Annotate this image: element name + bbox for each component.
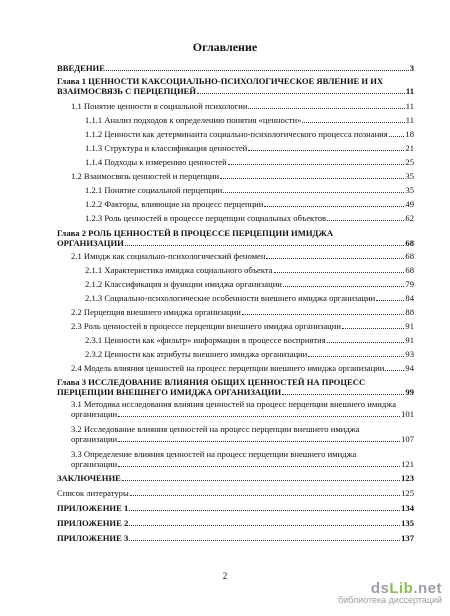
toc-entry-page: 21 [405, 143, 414, 153]
toc-entry-section-2-3-1[interactable] [85, 335, 414, 345]
dot-leader [308, 356, 404, 357]
toc-entry-label-line2: организации [71, 409, 118, 419]
dot-leader [248, 150, 404, 151]
dot-leader [118, 466, 400, 467]
toc-entry-bibliography[interactable] [57, 488, 414, 498]
toc-entry-page: 134 [401, 503, 414, 513]
dot-leader [389, 136, 405, 137]
toc-entry-page: 35 [405, 185, 414, 195]
toc-entry-label: 2.1.3 Социально-психологические особенности внешнего имиджа организации [85, 293, 376, 303]
dot-leader [197, 93, 405, 94]
toc-entry-label-line2: организации [71, 434, 118, 444]
dot-leader [228, 164, 405, 165]
toc-entry-label: ВВЕДЕНИЕ [57, 63, 105, 73]
toc-entry-label: ПРИЛОЖЕНИЕ 3 [57, 533, 129, 543]
toc-entry-page: 107 [401, 434, 414, 444]
toc-entry-page: 101 [401, 409, 414, 419]
toc-entry-page: 125 [401, 488, 414, 498]
toc-entry-page: 121 [401, 459, 414, 469]
toc-entry-label-line2: ОРГАНИЗАЦИИ [57, 238, 124, 248]
toc-entry-section-2-1-3[interactable] [85, 293, 414, 303]
toc-title: Оглавление [192, 40, 258, 54]
toc-entry-label: 1.2.1 Понятие социальной перцепции [85, 185, 223, 195]
watermark-brand: dsLib.net [370, 580, 442, 597]
dot-leader [118, 441, 400, 442]
toc-entry-chapter-3[interactable] [57, 377, 414, 397]
toc-entry-page: 123 [401, 473, 414, 483]
toc-entry-page: 99 [405, 387, 414, 397]
toc-entry-label-line2: ПЕРЦЕПЦИИ ВНЕШНЕГО ИМИДЖА ОРГАНИЗАЦИИ [57, 387, 282, 397]
watermark-logo [322, 580, 442, 605]
dot-leader [129, 510, 400, 511]
toc-entry-label: 2.3.1 Ценности как «фильтр» информации в процессе восприятия [85, 335, 326, 345]
toc-entry-page: 18 [405, 129, 414, 139]
dot-leader [376, 300, 404, 301]
toc-entry-label: ПРИЛОЖЕНИЕ 2 [57, 518, 129, 528]
toc-entry-section-2-1-1[interactable] [85, 265, 414, 275]
toc-entry-appendix-2[interactable] [57, 518, 414, 528]
toc-entry-label: 1.1.2 Ценности как детерминанта социально-психологического процесса познания [85, 129, 388, 139]
dot-leader [327, 220, 404, 221]
toc-entry-label: 1.2.2 Факторы, влияющие на процесс перцепции [85, 199, 264, 209]
toc-entry-label: 1.1.3 Структура и классификация ценностей [85, 143, 248, 153]
dot-leader [106, 70, 409, 71]
toc-entry-page: 91 [405, 321, 414, 331]
toc-entry-page: 88 [405, 307, 414, 317]
toc-entry-page: 11 [405, 101, 414, 111]
dot-leader [223, 192, 404, 193]
toc-entry-section-1-2-2[interactable] [85, 199, 414, 209]
dot-leader [129, 540, 400, 541]
toc-entry-page: 84 [405, 293, 414, 303]
toc-entry-section-1-1-2[interactable] [85, 129, 414, 139]
toc-entry-section-2-2[interactable] [71, 307, 414, 317]
dot-leader [125, 245, 405, 246]
toc-entry-page: 11 [405, 115, 414, 125]
toc-entry-page: 11 [405, 86, 414, 96]
toc-entry-section-2-1[interactable] [71, 251, 414, 261]
toc-entry-page: 135 [401, 518, 414, 528]
toc-entry-chapter-2[interactable] [57, 228, 414, 248]
dot-leader [242, 314, 405, 315]
toc-entry-label-line2: организации [71, 459, 118, 469]
toc-entry-chapter-1[interactable] [57, 76, 414, 96]
toc-entry-page: 94 [405, 363, 414, 373]
toc-entry-label-line1: 3.3 Определение влияния ценностей на процесс перцепции внешнего имиджа [71, 449, 357, 459]
toc-entry-label: 1.1.4 Подходы к измерению ценностей [85, 157, 227, 167]
toc-entry-section-1-2-1[interactable] [85, 185, 414, 195]
dot-leader [248, 108, 404, 109]
toc-entry-label-line1: Глава 1 ЦЕННОСТИ КАКСОЦИАЛЬНО-ПСИХОЛОГИЧЕСКОЕ ЯВЛЕНИЕ И ИХ [57, 76, 384, 86]
toc-entry-label: 2.3.2 Ценности как атрибуты внешнего имиджа организации [85, 349, 308, 359]
dot-leader [264, 206, 404, 207]
toc-entry-label: 1.2.3 Роль ценностей в процессе перцепции социальных объектов [85, 213, 327, 223]
toc-entry-appendix-3[interactable] [57, 533, 414, 543]
toc-entry-appendix-1[interactable] [57, 503, 414, 513]
toc-entry-label-line1: Глава 3 ИССЛЕДОВАНИЕ ВЛИЯНИЯ ОБЩИХ ЦЕННОСТЕЙ НА ПРОЦЕСС [57, 377, 366, 387]
toc-entry-section-1-1-4[interactable] [85, 157, 414, 167]
toc-entry-page: 35 [405, 171, 414, 181]
toc-entry-page: 93 [405, 349, 414, 359]
dot-leader [274, 272, 405, 273]
toc-entry-section-2-4[interactable] [71, 363, 414, 373]
toc-entry-page: 91 [405, 335, 414, 345]
toc-entry-section-1-2-3[interactable] [85, 213, 414, 223]
toc-entry-page: 68 [405, 238, 414, 248]
dot-leader [385, 370, 404, 371]
dot-leader [130, 495, 400, 496]
toc-entry-page: 68 [405, 251, 414, 261]
toc-entry-section-1-1-1[interactable] [85, 115, 414, 125]
toc-entry-page: 68 [405, 265, 414, 275]
toc-entry-label: 2.3 Роль ценностей в процессе перцепции внешнего имиджа организации [71, 321, 341, 331]
dot-leader [220, 178, 404, 179]
toc-entry-section-3-3[interactable] [71, 449, 414, 469]
toc-entry-label: 1.1 Понятие ценности в социальной психологии [71, 101, 248, 111]
toc-entry-section-3-2[interactable] [71, 424, 414, 444]
toc-entry-label: 1.2 Взаимосвязь ценностей и перцепции [71, 171, 220, 181]
toc-entry-label-line1: Глава 2 РОЛЬ ЦЕННОСТЕЙ В ПРОЦЕССЕ ПЕРЦЕПЦИИ ИМИДЖА [57, 228, 334, 238]
toc-entry-section-1-2[interactable] [71, 171, 414, 181]
dot-leader [122, 480, 400, 481]
toc-entry-page: 25 [405, 157, 414, 167]
dot-leader [342, 328, 404, 329]
page-number: 2 [222, 571, 228, 581]
toc-entry-page: 79 [405, 279, 414, 289]
toc-entry-label: 1.1.1 Анализ подходов к определению понятия «ценности» [85, 115, 302, 125]
toc-entry-label: 2.2 Перцепция внешнего имиджа организации [71, 307, 241, 317]
toc-entry-section-2-3[interactable] [71, 321, 414, 331]
toc-entry-label-line2: ВЗАИМОСВЯЗЬ С ПЕРЦЕПЦИЕЙ [57, 86, 197, 96]
toc-entry-label: 2.4 Модель влияния ценностей на процесс перцепции внешнего имиджа организации [71, 363, 385, 373]
dot-leader [283, 286, 405, 287]
toc-entry-label: 2.1 Имидж как социально-психологический феномен [71, 251, 266, 261]
toc-entry-label-line1: 3.2 Исследование влияния ценностей на процесс перцепции внешнего имиджа [71, 424, 360, 434]
toc-entry-page: 3 [409, 63, 414, 73]
dot-leader [129, 525, 400, 526]
toc-entry-section-1-1[interactable] [71, 101, 414, 111]
toc-entry-section-1-1-3[interactable] [85, 143, 414, 153]
toc-entry-label: 2.1.2 Классификация и функции имиджа организации [85, 279, 282, 289]
toc-entry-page: 62 [405, 213, 414, 223]
toc-entry-page: 137 [401, 533, 414, 543]
dot-leader [327, 342, 405, 343]
toc-entry-section-2-3-2[interactable] [85, 349, 414, 359]
toc-entry-label: ПРИЛОЖЕНИЕ 1 [57, 503, 129, 513]
toc-entry-section-2-1-2[interactable] [85, 279, 414, 289]
toc-entry-label: ЗАКЛЮЧЕНИЕ [57, 473, 121, 483]
watermark-subtitle: библиотека диссертаций [337, 595, 442, 605]
toc-entry-label-line1: 3.1 Методика исследования влияния ценностей на процесс перцепции внешнего имиджа [71, 399, 397, 409]
toc-entry-label: 2.1.1 Характеристика имиджа социального объекта [85, 265, 273, 275]
dot-leader [266, 258, 404, 259]
toc-entry-page: 49 [405, 199, 414, 209]
dot-leader [302, 122, 404, 123]
toc-entry-section-3-1[interactable] [71, 399, 414, 419]
dot-leader [118, 416, 400, 417]
toc-entry-conclusion[interactable] [57, 473, 414, 483]
toc-entry-introduction[interactable] [57, 63, 414, 73]
toc-entry-label: Список литературы [57, 488, 129, 498]
dot-leader [282, 394, 404, 395]
